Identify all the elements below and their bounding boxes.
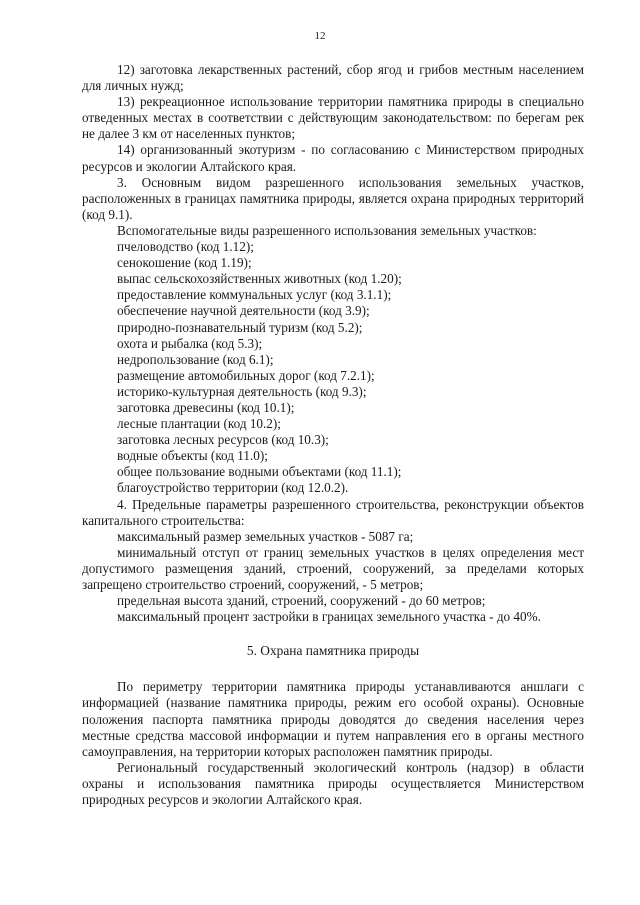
list-item: размещение автомобильных дорог (код 7.2.1); [117,367,375,383]
paragraph-main-use: 3. Основным видом разрешенного использования земельных участков, расположенных в границах памятника природы, является охрана природных территорий (код 9.1). [82,174,584,222]
param-max-size: максимальный размер земельных участков - 5087 га; [117,528,414,544]
param-min-offset: минимальный отступ от границ земельных участков в целях определения мест допустимого размещения зданий, строений, сооружений, за пределами которых запрещено строительство строений, сооружений, - 5 метров; [82,544,584,592]
list-item: охота и рыбалка (код 5.3); [117,335,263,351]
list-item: пчеловодство (код 1.12); [117,239,254,255]
list-item: благоустройство территории (код 12.0.2). [117,480,349,496]
list-item: сенокошение (код 1.19); [117,255,252,271]
list-item: природно-познавательный туризм (код 5.2); [117,319,363,335]
paragraph-item-13: 13) рекреационное использование территории памятника природы в специально отведенных местах в соответствии с действующим законодательством: по берегам рек не далее 3 км от населенных пунктов; [82,94,584,142]
section-heading: 5. Охрана памятника природы [246,643,420,659]
list-item: историко-культурная деятельность (код 9.3); [117,383,367,399]
section-paragraph: По периметру территории памятника природы устанавливаются аншлаги с информацией (название памятника природы, режим его особой охраны). Основные положения паспорта памятника природы доводятся до сведения населения через местные средства массовой информации и путем направления его в органы местного самоуправления, на территории которых расположен памятник природы. [82,679,584,759]
page-number: 12 [314,30,326,42]
paragraph-item-14: 14) организованный экотуризм - по согласованию с Министерством природных ресурсов и экологии Алтайского края. [82,142,584,174]
section-paragraph: Региональный государственный экологический контроль (надзор) в области охраны и использования памятника природы осуществляется Министерством природных ресурсов и экологии Алтайского края. [82,759,584,808]
list-item: выпас сельскохозяйственных животных (код 1.20); [117,271,402,287]
list-item: предоставление коммунальных услуг (код 3.1.1); [117,287,392,303]
list-item: заготовка древесины (код 10.1); [117,399,295,415]
paragraph-item-12: 12) заготовка лекарственных растений, сбор ягод и грибов местным населением для личных нужд; [82,62,584,94]
page-content [82,62,584,808]
list-item: водные объекты (код 11.0); [117,448,268,464]
list-item: заготовка лесных ресурсов (код 10.3); [117,432,329,448]
list-item: общее пользование водными объектами (код 11.1); [117,464,402,480]
param-max-build-percent: максимальный процент застройки в границах земельного участка - до 40%. [117,609,541,625]
list-item: недропользование (код 6.1); [117,351,274,367]
param-max-height: предельная высота зданий, строений, сооружений - до 60 метров; [117,593,486,609]
params-title: 4. Предельные параметры разрешенного строительства, реконструкции объектов капитального строительства: [82,496,584,528]
list-item: лесные плантации (код 10.2); [117,416,281,432]
list-item: обеспечение научной деятельности (код 3.9); [117,303,370,319]
aux-uses-list [82,239,584,497]
aux-uses-title: Вспомогательные виды разрешенного использования земельных участков: [117,222,537,238]
